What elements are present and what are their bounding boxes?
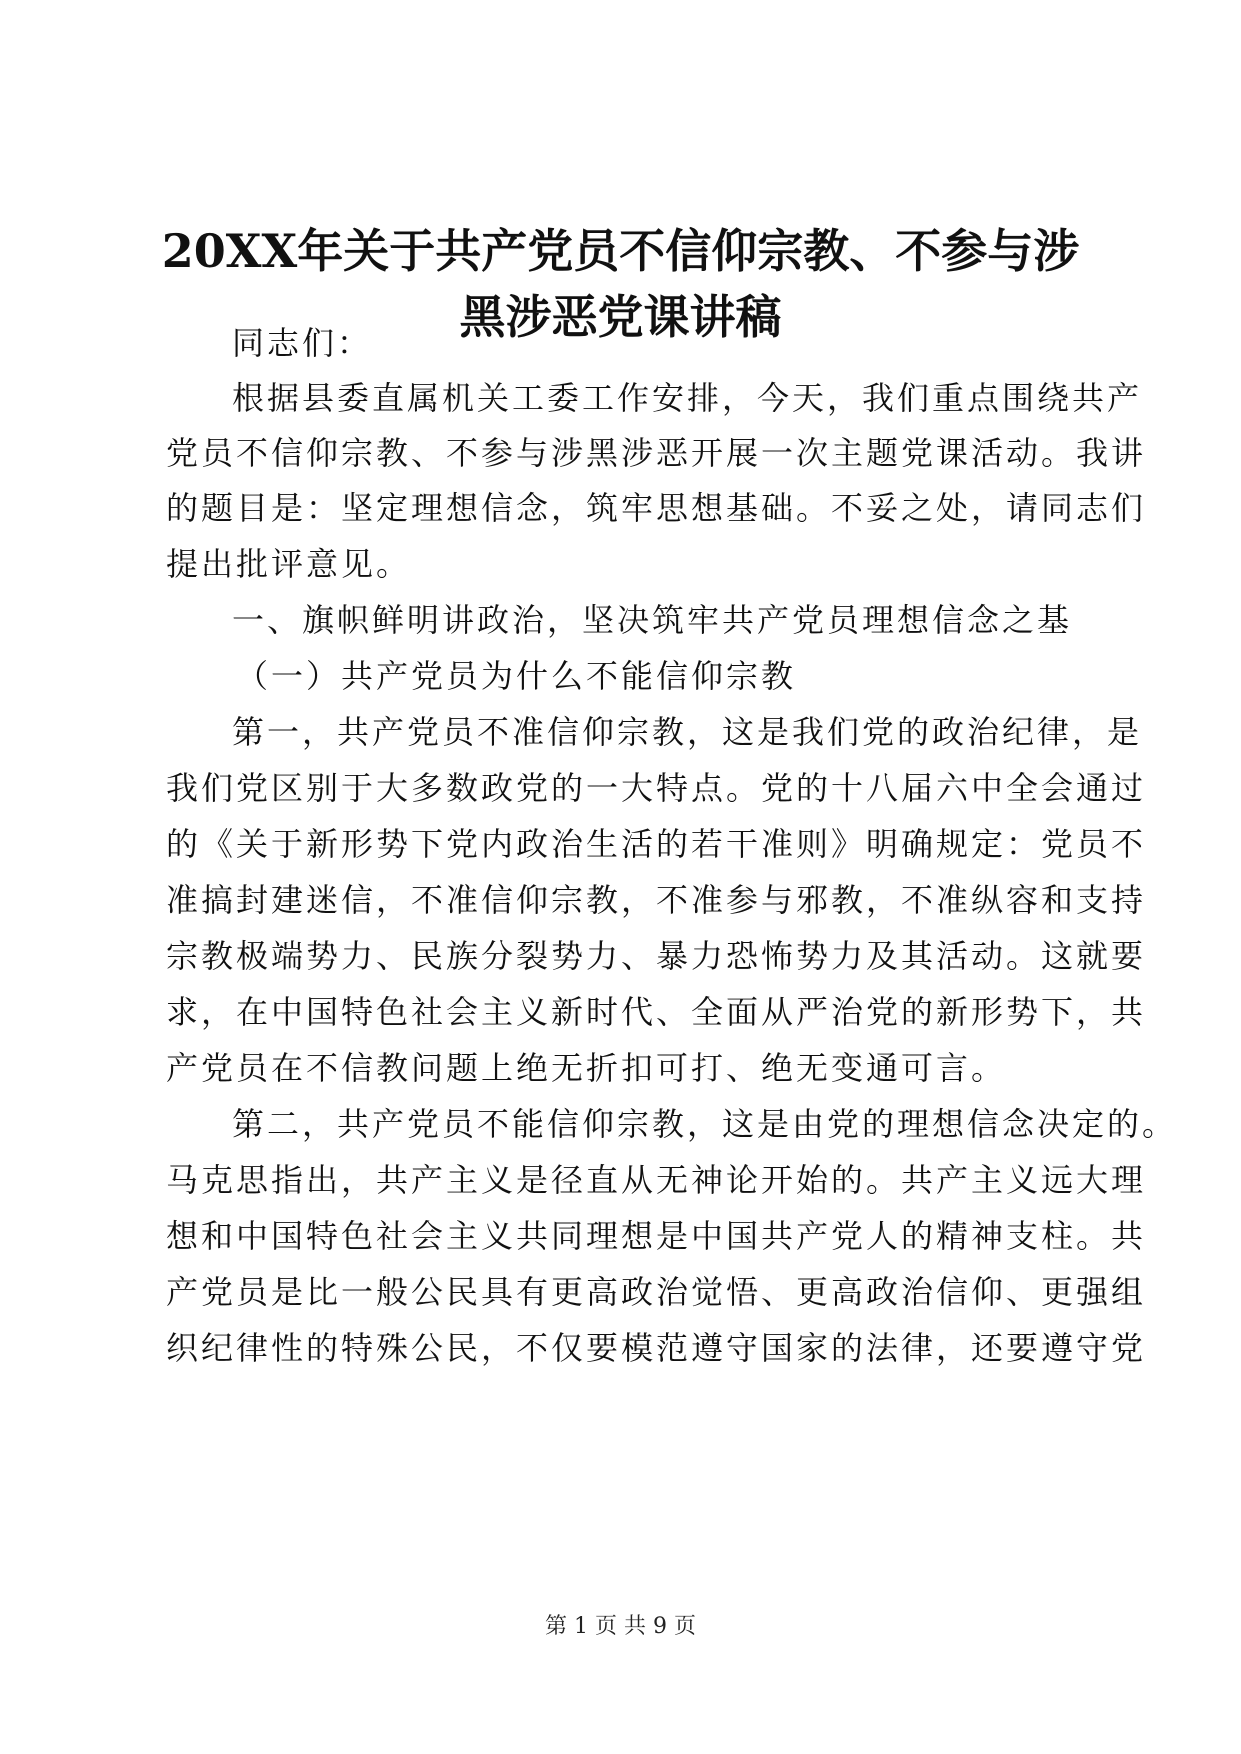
paragraph-line: 根据县委直属机关工委工作安排，今天，我们重点围绕共产 (232, 379, 1143, 417)
paragraph-line: 产党员是比一般公民具有更高政治觉悟、更高政治信仰、更强组 (166, 1273, 1147, 1311)
paragraph-line: 提出批评意见。 (166, 545, 412, 583)
document-title-line-2: 黑涉恶党课讲稿 (459, 290, 782, 344)
paragraph-line: 产党员在不信教问题上绝无折扣可打、绝无变通可言。 (166, 1049, 1007, 1087)
paragraph-line: 想和中国特色社会主义共同理想是中国共产党人的精神支柱。共 (166, 1217, 1147, 1255)
section-heading: 一、旗帜鲜明讲政治，坚决筑牢共产党员理想信念之基 (232, 601, 1073, 639)
subsection-heading: （一）共产党员为什么不能信仰宗教 (236, 657, 797, 695)
paragraph-line: 织纪律性的特殊公民，不仅要模范遵守国家的法律，还要遵守党 (166, 1329, 1147, 1367)
paragraph-line: 第二，共产党员不能信仰宗教，这是由党的理想信念决定的。 (232, 1105, 1178, 1143)
paragraph-line: 准搞封建迷信，不准信仰宗教，不准参与邪教，不准纵容和支持 (166, 881, 1147, 919)
paragraph-line: 的《关于新形势下党内政治生活的若干准则》明确规定：党员不 (166, 825, 1147, 863)
page-number-footer: 第 1 页 共 9 页 (545, 1614, 696, 1639)
salutation: 同志们： (232, 324, 373, 362)
document-title-line-1: 20XX年关于共产党员不信仰宗教、不参与涉 (161, 224, 1080, 278)
paragraph-line: 第一，共产党员不准信仰宗教，这是我们党的政治纪律，是 (232, 713, 1143, 751)
paragraph-line: 我们党区别于大多数政党的一大特点。党的十八届六中全会通过 (166, 769, 1147, 807)
paragraph-line: 党员不信仰宗教、不参与涉黑涉恶开展一次主题党课活动。我讲 (166, 434, 1147, 472)
paragraph-line: 的题目是：坚定理想信念，筑牢思想基础。不妥之处，请同志们 (166, 489, 1147, 527)
paragraph-line: 宗教极端势力、民族分裂势力、暴力恐怖势力及其活动。这就要 (166, 937, 1147, 975)
paragraph-line: 马克思指出，共产主义是径直从无神论开始的。共产主义远大理 (166, 1161, 1147, 1199)
paragraph-line: 求，在中国特色社会主义新时代、全面从严治党的新形势下，共 (166, 993, 1147, 1031)
